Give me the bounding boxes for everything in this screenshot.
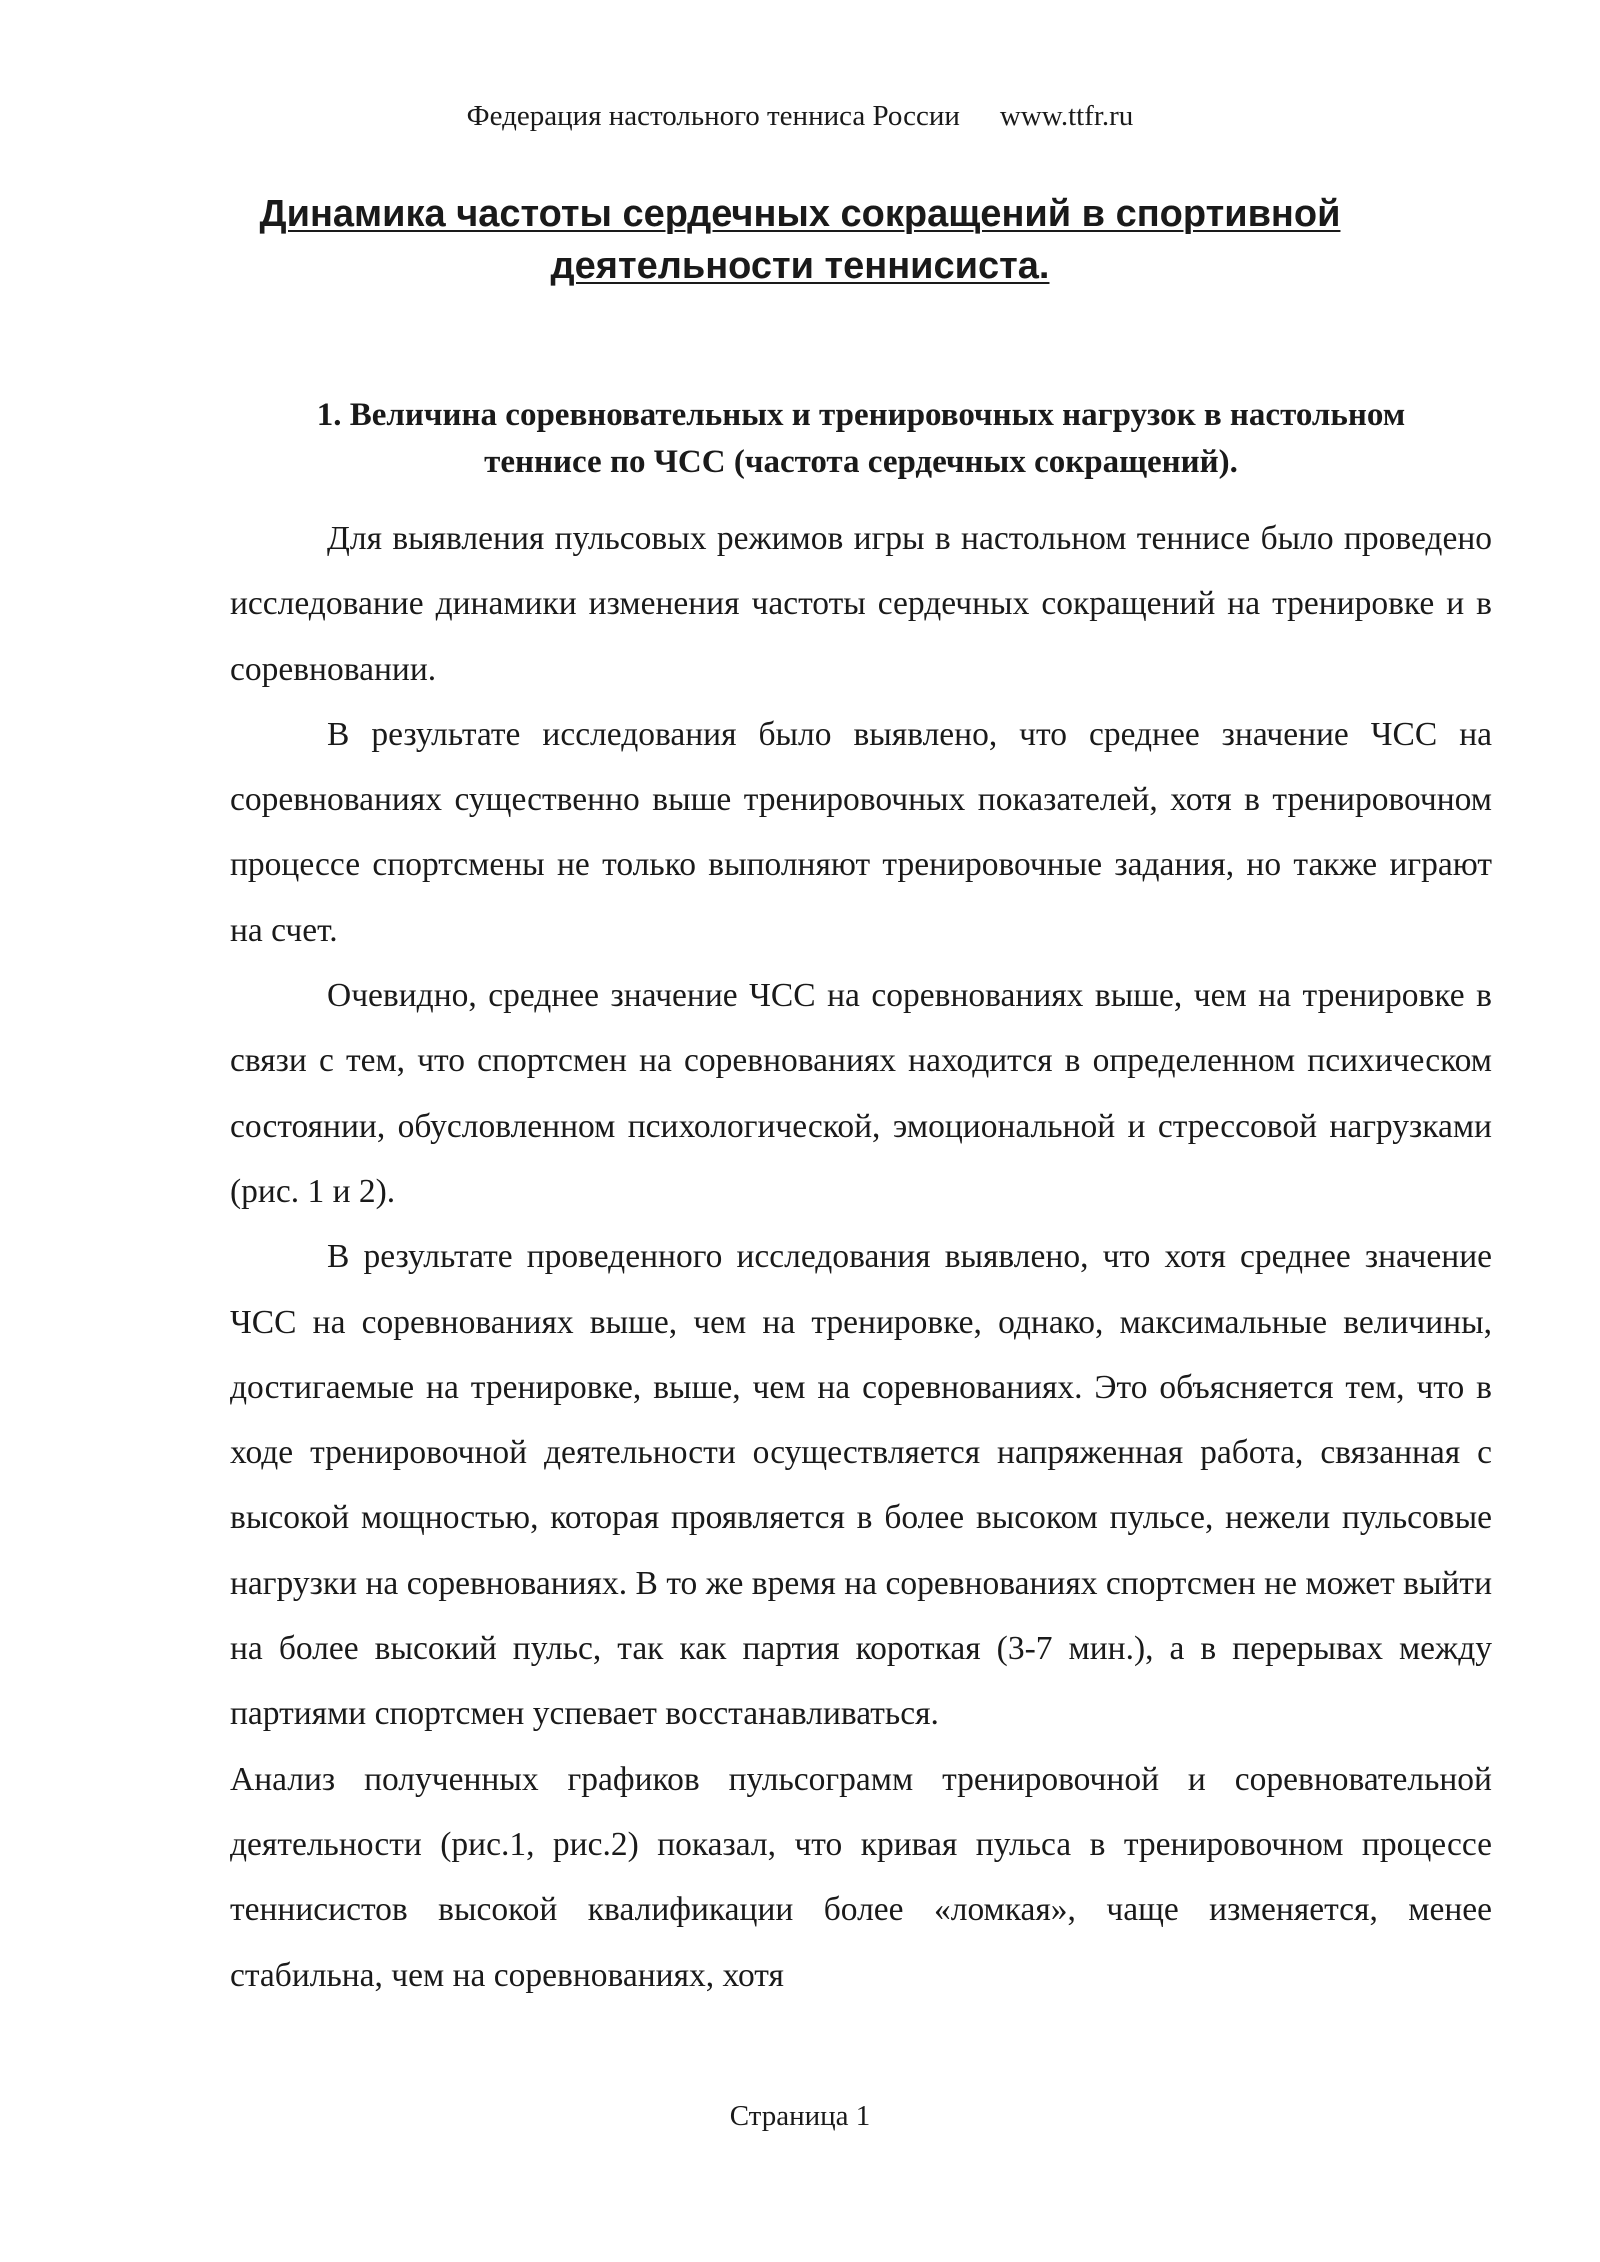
paragraph-2: В результате исследования было выявлено, что среднее значение ЧСС на соревнованиях существенно выше тренировочных показателей, хотя в тренировочном процессе спортсмены не только выполняют тренировочные задания, но также играют на счет. [230,715,1492,949]
header-organization: Федерация настольного тенниса России [466,100,960,132]
document-title-line-2: деятельности теннисиста. [550,245,1050,287]
page-number: Страница 1 [729,2100,871,2132]
section-heading [230,392,1492,486]
section-heading-line-2: теннисе по ЧСС (частота сердечных сокращений). [484,444,1238,480]
paragraph-3: Очевидно, среднее значение ЧСС на соревнованиях выше, чем на тренировке в связи с тем, что спортсмен на соревнованиях находится в определенном психическом состоянии, обусловленном психологической, эмоциональной и стрессовой нагрузками (рис. 1 и 2). [230,977,1492,1210]
paragraph-1: Для выявления пульсовых режимов игры в настольном теннисе было проведено исследование динамики изменения частоты сердечных сокращений на тренировке и в соревновании. [230,520,1492,688]
section-heading-line-1: 1. Величина соревновательных и тренировочных нагрузок в настольном [316,397,1406,433]
body-text [230,506,1492,2008]
document-title [200,188,1400,292]
header-website: www.ttfr.ru [999,100,1134,132]
page-footer [0,2096,1600,2136]
paragraph-5: Анализ полученных графиков пульсограмм тренировочной и соревновательной деятельности (рис.1, рис.2) показал, что кривая пульса в тренировочном процессе теннисистов высокой квалификации более «ломкая», чаще изменяется, менее стабильна, чем на соревнованиях, хотя [230,1760,1492,1994]
paragraph-4: В результате проведенного исследования выявлено, что хотя среднее значение ЧСС на соревнованиях выше, чем на тренировке, однако, максимальные величины, достигаемые на тренировке, выше, чем на соревнованиях. Это объясняется тем, что в ходе тренировочной деятельности осуществляется напряженная работа, связанная с высокой мощностью, которая проявляется в более высоком пульсе, нежели пульсовые нагрузки на соревнованиях. В то же время на соревнованиях спортсмен не может выйти на более высокий пульс, так как партия короткая (3-7 мин.), а в перерывах между партиями спортсмен успевает восстанавливаться. [230,1238,1492,1733]
page-header [0,96,1600,136]
document-title-line-1: Динамика частоты сердечных сокращений в спортивной [259,193,1341,235]
